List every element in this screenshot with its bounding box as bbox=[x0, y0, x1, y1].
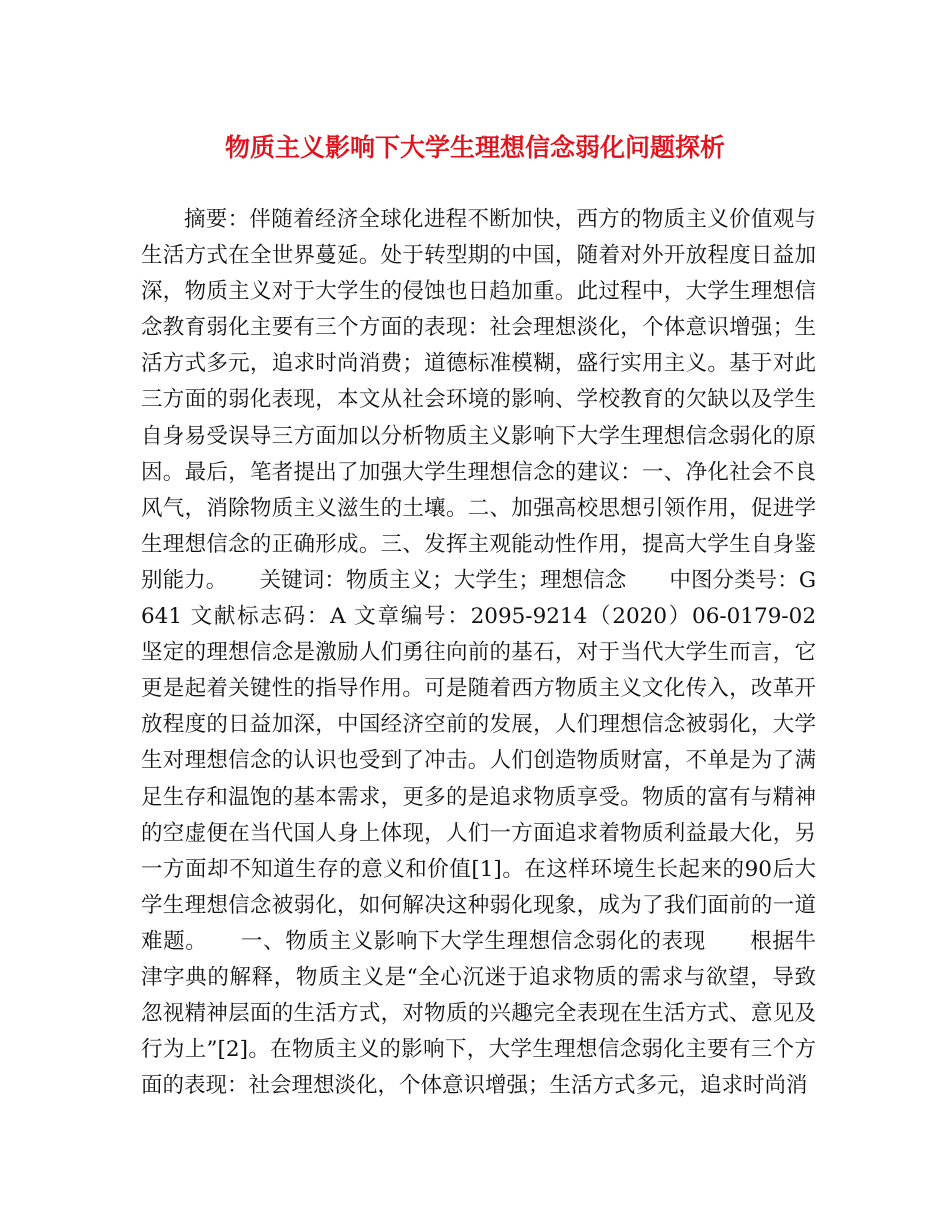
document-body-paragraph: 摘要：伴随着经济全球化进程不断加快，西方的物质主义价值观与生活方式在全世界蔓延。处于转型期的中国，随着对外开放程度日益加深，物质主义对于大学生的侵蚀也日趋加重。此过程中，大学生理想信念教育弱化主要有三个方面的表现：社会理想淡化，个体意识增强；生活方式多元，追求时尚消费；道德标准模糊，盛行实用主义。基于对此三方面的弱化表现，本文从社会环境的影响、学校教育的欠缺以及学生自身易受误导三方面加以分析物质主义影响下大学生理想信念弱化的原因。最后，笔者提出了加强大学生理想信念的建议：一、净化社会不良风气，消除物质主义滋生的土壤。二、加强高校思想引领作用，促进学生理想信念的正确形成。三、发挥主观能动性作用，提高大学生自身鉴别能力。 关键词：物质主义；大学生；理想信念 中图分类号：G641 文献标志码：A 文章编号：2095-9214（2020）06-0179-02 坚定的理想信念是激励人们勇往向前的基石，对于当代大学生而言，它更是起着关键性的指导作用。可是随着西方物质主义文化传入，改革开放程度的日益加深，中国经济空前的发展，人们理想信念被弱化，大学生对理想信念的认识也受到了冲击。人们创造物质财富，不单是为了满足生存和温饱的基本需求，更多的是追求物质享受。物质的富有与精神的空虚便在当代国人身上体现，人们一方面追求着物质利益最大化，另一方面却不知道生存的意义和价值[1]。在这样环境生长起来的90后大学生理想信念被弱化，如何解决这种弱化现象，成为了我们面前的一道难题。 一、物质主义影响下大学生理想信念弱化的表现 根据牛津字典的解释，物质主义是“全心沉迷于追求物质的需求与欲望，导致忽视精神层面的生活方式，对物质的兴趣完全表现在生活方式、意见及行为上”[2]。在物质主义的影响下，大学生理想信念弱化主要有三个方面的表现：社会理想淡化，个体意识增强；生活方式多元，追求时尚消 bbox=[141, 207, 860, 1099]
document-title: 物质主义影响下大学生理想信念弱化问题探析 bbox=[224, 133, 725, 162]
